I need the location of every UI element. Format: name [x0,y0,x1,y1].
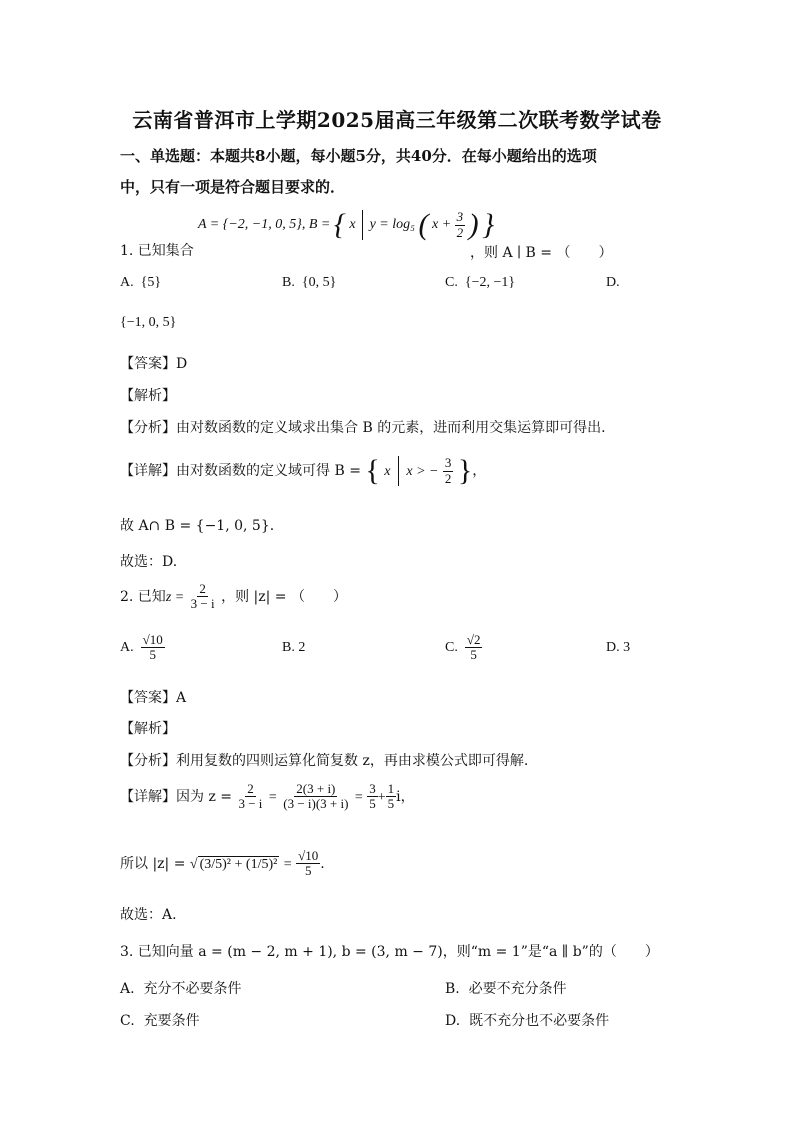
option-label: A. [120,981,135,997]
q2-frac [189,582,217,612]
fenxi-label: 【分析】 [120,420,176,436]
fenxi-text: 由对数函数的定义域求出集合 B 的元素，进而利用交集运算即可得出. [176,420,606,436]
q2-chosen [120,904,177,924]
option-label: B. [282,275,295,290]
xiangjie-text: 由对数函数的定义域可得 B = [176,463,361,479]
q2-modulus [120,849,325,879]
q2-analysis-label: 【解析】 [120,721,176,737]
option-label: B. [282,640,295,655]
q2x-eq1: = [268,789,277,805]
q1-answer [120,353,187,373]
q2-mod-frac [296,849,320,879]
q2x-frac2 [281,782,350,812]
q1-ask: ，则 A ∣ B = （ ） [470,245,613,261]
q2-opt-c-frac [465,633,483,663]
option-label: D. [606,640,620,655]
answer-label: 【答案】 [120,690,176,706]
q3-stem: 3. 已知向量 a = (m − 2, m + 1), b = (3, m − 7)，则“m = 1”是“a ∥ b”的（ ） [120,944,659,960]
q1-setA: A = {−2, −1, 0, 5}, B = [198,217,331,233]
option-value: {−2, −1} [464,275,516,290]
q2x-f3-num: 3 [369,781,376,796]
q1-analysis-label: 【解析】 [120,388,176,404]
answer-label: 【答案】 [120,356,176,372]
q2x-text: 因为 z = [176,788,233,805]
q2x-f2-den: (3 − i)(3 + i) [283,796,349,812]
q3-option-d [445,1010,609,1030]
q1-option-a [120,275,161,291]
q1-frac-num: 3 [456,209,464,225]
q2-option-d [606,640,630,656]
q1x-inner: x > − [406,464,439,479]
q2-mod-radicand: (3/5)² + (1/5)² [199,856,278,872]
q2-answer [120,687,186,707]
option-value: 3 [623,640,631,655]
q2x-eq2: = [354,789,363,805]
q2x-f4-den: 5 [387,796,395,812]
q1-fraction [455,210,466,240]
option-label: C. [445,640,458,656]
q2-opt-a-den: 5 [149,647,156,663]
option-value: 2 [298,640,306,655]
option-label: C. [445,275,458,290]
option-label: B. [445,981,460,997]
q2-opt-c-num: √2 [466,632,481,647]
q2-opt-c-den: 5 [470,647,477,663]
q2-mod-num: √10 [298,848,319,863]
q2-frac-num: 2 [199,581,206,596]
q2-mod-tail: . [320,855,325,872]
q1-right-paren: ) [468,208,479,241]
q2x-f2-num: 2(3 + i) [296,781,336,796]
q2-xiangjie [120,782,415,812]
q3-option-c [120,1010,200,1030]
option-value: 充要条件 [143,1013,200,1029]
q1-left-paren: ( [418,208,429,241]
q2-mod-prefix: 所以 |z| = [120,855,186,872]
q1x-frac [443,456,454,486]
q2-opt-a-num: √10 [142,632,163,647]
q2-mod-den: 5 [304,863,312,879]
xiangjie-label: 【详解】 [120,463,176,479]
q1-option-d-label: D. [606,275,620,290]
q1-option-b [282,275,336,291]
q1-prefix: 1. 已知集合 [120,243,194,259]
option-value: 充分不必要条件 [143,981,242,997]
q2x-f1-num: 2 [247,781,254,796]
q1-chosen [120,551,177,571]
q2-prefix: 2. 已知 [120,588,166,605]
q2x-f1-den: 3 − i [238,796,263,812]
section-heading-line1: 一、单选题：本题共8小题，每小题5分，共40分．在每小题给出的选项 [120,147,597,165]
q1-xiangjie [120,454,486,488]
q1-result: 故 A∩ B = {−1, 0, 5}. [120,518,275,534]
q1x-frac-den: 2 [444,470,452,486]
section-heading-line2: 中，只有一项是符合题目要求的． [120,178,346,196]
q1-frac-den: 2 [456,224,464,240]
q2x-frac1 [236,782,264,812]
q2-option-a [120,633,165,663]
q3-option-b [445,978,567,998]
q2-opt-a-frac [141,633,165,663]
chosen-value: A. [162,907,177,923]
option-label: A. [120,640,134,656]
q1x-frac-num: 3 [444,455,452,471]
fenxi-label: 【分析】 [120,753,176,769]
q2-frac-den: 3 − i [190,596,215,612]
q1-set-definition [198,208,494,242]
q2-fenxi [120,750,528,770]
q1x-var: x [384,464,391,479]
q2x-f4-num: 1 [387,781,395,796]
option-label: D. [445,1013,461,1029]
option-value: 必要不充分条件 [468,981,567,997]
chosen-value: D. [162,554,178,570]
q1-left-brace: { [333,208,346,241]
q1x-bar [398,456,399,486]
answer-value: D [176,356,188,372]
q2x-f3-den: 5 [369,796,376,812]
q2-option-b [282,640,305,656]
q1x-right-brace: } [457,454,473,487]
q2-option-c [445,633,482,663]
q3-option-a [120,978,241,998]
q1-setB-x: x + [431,217,452,233]
q1-option-c [445,275,515,291]
q1-option-d-value: {−1, 0, 5} [120,315,177,330]
q1-setB-var: x [349,217,356,233]
q2x-tail: i， [396,788,415,805]
q2-ask: ，则 |z| = （ ） [221,588,347,605]
q2-stem [120,582,347,612]
q1-right-brace: } [482,208,495,241]
page-title: 云南省普洱市上学期2025届高三年级第二次联考数学试卷 [132,108,662,132]
q1x-left-brace: { [365,454,380,487]
q2-mod-sqrt: √ (3/5)² + (1/5)² [189,856,278,872]
q2x-frac4 [386,782,397,812]
q2-zeq: z = [165,589,185,605]
q1-fenxi [120,417,606,437]
chosen-label: 故选： [120,907,162,923]
q1x-tail: ， [472,463,487,479]
fenxi-text: 利用复数的四则运算化简复数 z，再由求模公式即可得解. [176,753,529,769]
option-label: C. [120,1013,135,1029]
option-value: {5} [140,275,162,290]
q2-mod-eq: = [283,856,292,872]
answer-value: A [176,690,187,706]
xiangjie-label: 【详解】 [120,788,176,805]
q2x-frac3 [367,782,378,812]
q1-setB-expr: y = log₅ [369,217,415,233]
chosen-label: 故选： [120,554,162,570]
option-value: 既不充分也不必要条件 [469,1013,610,1029]
option-label: A. [120,275,134,290]
option-value: {0, 5} [301,275,337,290]
q1-setB-bar [362,210,363,240]
q2x-plus: + [377,789,386,805]
